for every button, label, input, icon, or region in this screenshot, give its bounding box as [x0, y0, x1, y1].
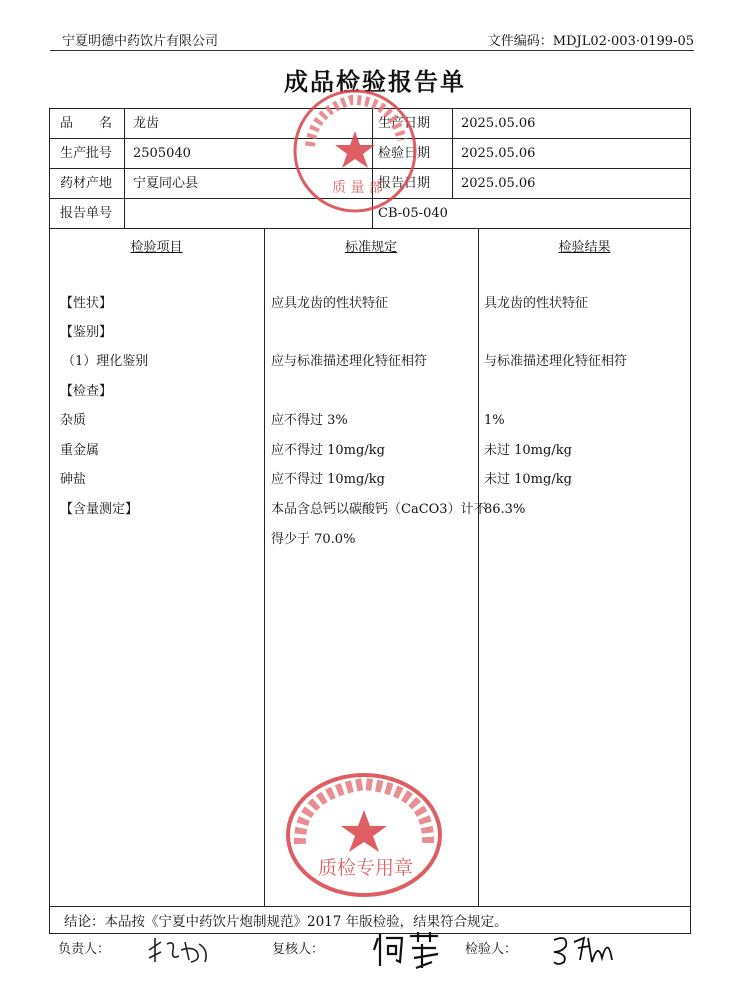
quality-department-stamp [290, 86, 420, 216]
row-standard: 应不得过 10mg/kg [271, 472, 385, 487]
quality-inspection-seal [284, 770, 444, 900]
row-divider [49, 228, 691, 229]
inspector-signature-image [550, 932, 614, 968]
row-result: 具龙齿的性状特征 [484, 296, 589, 311]
col-divider [124, 108, 125, 228]
row-item: 【鉴别】 [60, 325, 113, 340]
row-standard: 应不得过 10mg/kg [271, 443, 385, 458]
company-name: 宁夏明德中药饮片有限公司 [62, 34, 219, 49]
col-divider [452, 108, 453, 198]
row-standard: 应具龙齿的性状特征 [271, 296, 389, 311]
row-result: 1% [484, 413, 505, 428]
report-number: CB-05-040 [378, 206, 448, 221]
responsible-signature-image [145, 932, 215, 968]
row-standard-continued: 得少于 70.0% [271, 532, 356, 547]
row-standard: 应与标准描述理化特征相符 [271, 354, 428, 369]
product-name: 龙齿 [133, 116, 160, 131]
header-divider [50, 50, 694, 51]
inspection-date: 2025.05.06 [461, 146, 536, 161]
row-result: 未过 10mg/kg [484, 443, 572, 458]
label-product-name: 品 名 [60, 116, 113, 131]
label-inspection-date: 检验日期 [378, 146, 431, 161]
reviewer-signature-image [372, 930, 444, 970]
label-report-date: 报告日期 [378, 176, 431, 191]
reviewer-label: 复核人： [272, 942, 325, 957]
row-item: 【含量测定】 [60, 502, 139, 517]
col-head-item: 检验项目 [130, 240, 183, 255]
svg-text:质 量 部: 质 量 部 [332, 180, 383, 196]
production-date: 2025.05.06 [461, 116, 536, 131]
row-result: 未过 10mg/kg [484, 472, 572, 487]
row-standard: 本品含总钙以碳酸钙（CaCO3）计不 [271, 502, 487, 517]
label-production-date: 生产日期 [378, 116, 431, 131]
origin: 宁夏同心县 [133, 176, 199, 191]
col-divider [264, 228, 265, 906]
col-head-standard: 标准规定 [344, 240, 397, 255]
label-origin: 药材产地 [60, 176, 113, 191]
col-head-result: 检验结果 [558, 240, 611, 255]
row-item: （1）理化鉴别 [62, 354, 149, 369]
label-report-no: 报告单号 [60, 206, 113, 221]
row-item: 【检查】 [60, 384, 113, 399]
report-date: 2025.05.06 [461, 176, 536, 191]
row-result: 86.3% [484, 502, 526, 517]
responsible-label: 负责人： [58, 942, 111, 957]
row-item: 杂质 [60, 413, 87, 428]
row-item: 重金属 [60, 443, 100, 458]
page-title: 成品检验报告单 [284, 67, 466, 96]
batch-number: 2505040 [133, 146, 191, 161]
row-divider [49, 906, 691, 907]
label-batch: 生产批号 [60, 146, 113, 161]
conclusion: 结论：本品按《宁夏中药饮片炮制规范》2017 年版检验，结果符合规定。 [64, 914, 508, 930]
col-divider [478, 228, 479, 906]
inspector-label: 检验人： [465, 942, 518, 957]
row-item: 砷盐 [60, 472, 87, 487]
row-standard: 应不得过 3% [271, 413, 348, 428]
row-item: 【性状】 [60, 296, 113, 311]
row-result: 与标准描述理化特征相符 [484, 354, 628, 369]
svg-text:质检专用章: 质检专用章 [318, 857, 414, 879]
file-code: 文件编码：MDJL02·003·0199-05 [487, 34, 694, 49]
